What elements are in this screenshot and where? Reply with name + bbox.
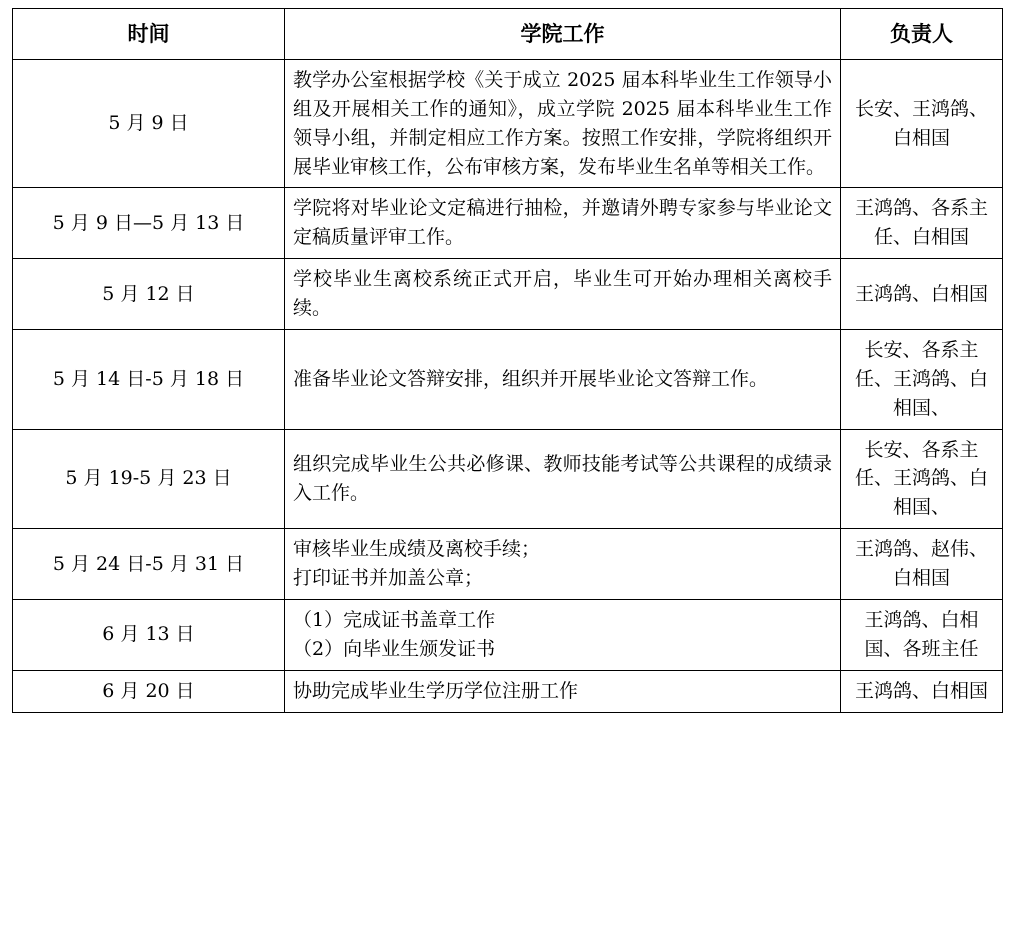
cell-time: 5 月 19-5 月 23 日 (13, 429, 285, 529)
cell-work-line: 审核毕业生成绩及离校手续； (293, 538, 541, 561)
cell-work: 协助完成毕业生学历学位注册工作 (285, 670, 841, 712)
cell-time: 5 月 9 日—5 月 13 日 (13, 188, 285, 259)
cell-time: 5 月 9 日 (13, 59, 285, 188)
column-header-work: 学院工作 (285, 9, 841, 60)
table-row (13, 529, 1003, 600)
cell-work-line: （2）向毕业生颁发证书 (293, 637, 496, 660)
cell-work (285, 599, 841, 670)
table-row (13, 59, 1003, 188)
cell-time: 5 月 14 日-5 月 18 日 (13, 329, 285, 429)
cell-owner: 王鸿鸽、各系主任、白相国 (841, 188, 1003, 259)
table-row (13, 599, 1003, 670)
cell-work: 教学办公室根据学校《关于成立 2025 届本科毕业生工作领导小组及开展相关工作的通知》，成立学院 2025 届本科毕业生工作领导小组，并制定相应工作方案。按照工作安排，学院将组织开展毕业审核工作，公布审核方案，发布毕业生名单等相关工作。 (285, 59, 841, 188)
graduation-schedule-table (12, 8, 1003, 713)
table-header-row (13, 9, 1003, 60)
cell-work-line: （1）完成证书盖章工作 (293, 608, 496, 631)
table-row (13, 259, 1003, 330)
cell-work: 学校毕业生离校系统正式开启，毕业生可开始办理相关离校手续。 (285, 259, 841, 330)
table-row (13, 670, 1003, 712)
cell-time: 5 月 12 日 (13, 259, 285, 330)
table-row (13, 329, 1003, 429)
cell-owner: 长安、各系主任、王鸿鸽、白相国、 (841, 429, 1003, 529)
cell-owner: 长安、各系主任、王鸿鸽、白相国、 (841, 329, 1003, 429)
cell-owner: 长安、王鸿鸽、白相国 (841, 59, 1003, 188)
cell-owner: 王鸿鸽、赵伟、白相国 (841, 529, 1003, 600)
cell-work-line: 打印证书并加盖公章； (293, 567, 484, 590)
cell-time: 6 月 20 日 (13, 670, 285, 712)
cell-work (285, 529, 841, 600)
cell-owner: 王鸿鸽、白相国 (841, 670, 1003, 712)
column-header-owner: 负责人 (841, 9, 1003, 60)
cell-work: 准备毕业论文答辩安排，组织并开展毕业论文答辩工作。 (285, 329, 841, 429)
cell-owner: 王鸿鸽、白相国 (841, 259, 1003, 330)
cell-time: 5 月 24 日-5 月 31 日 (13, 529, 285, 600)
column-header-time: 时间 (13, 9, 285, 60)
cell-work: 组织完成毕业生公共必修课、教师技能考试等公共课程的成绩录入工作。 (285, 429, 841, 529)
cell-owner: 王鸿鸽、白相国、各班主任 (841, 599, 1003, 670)
table-row (13, 429, 1003, 529)
cell-time: 6 月 13 日 (13, 599, 285, 670)
table-row (13, 188, 1003, 259)
cell-work: 学院将对毕业论文定稿进行抽检，并邀请外聘专家参与毕业论文定稿质量评审工作。 (285, 188, 841, 259)
